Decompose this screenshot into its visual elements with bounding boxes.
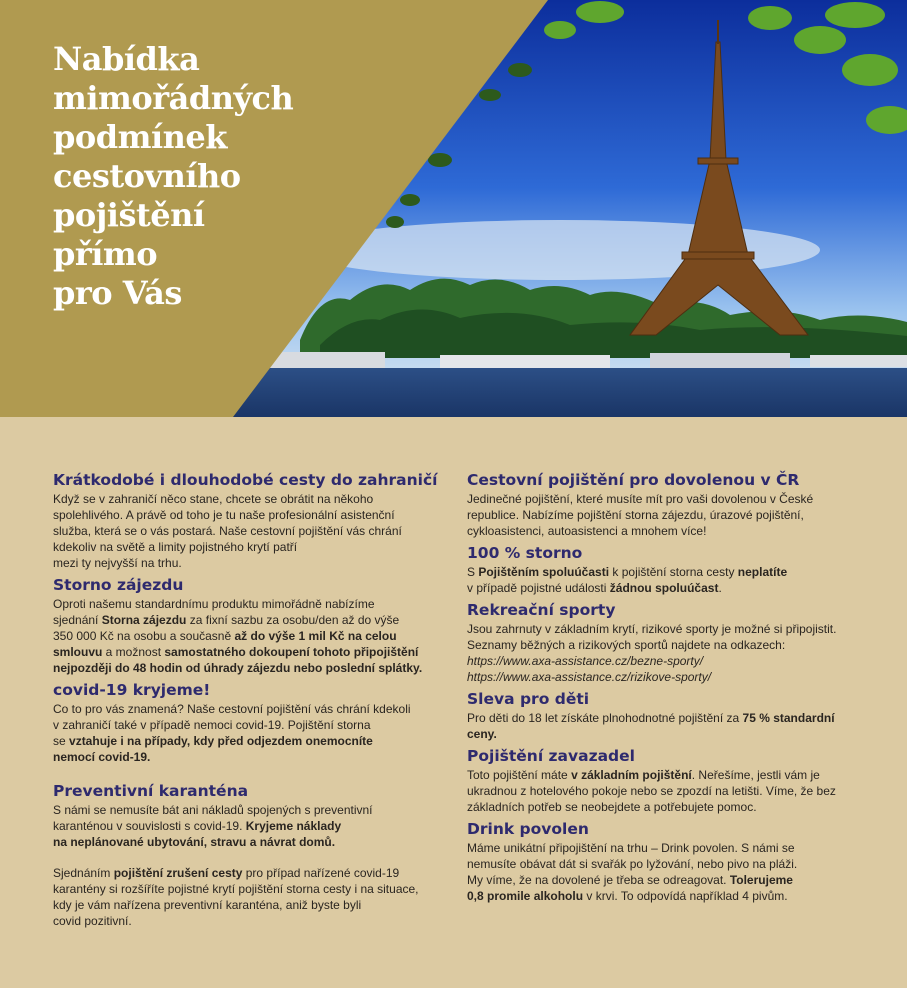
section-long-trips bbox=[53, 470, 443, 571]
section-covid bbox=[53, 680, 443, 765]
section-text: Co to pro vás znamená? Naše cestovní pojištění vás chrání kdekoli v zahraničí také v případě nemoci covid-19. Pojištění storna se vztahuje i na případy, kdy před odjezdem onemocníte nemocí covid-19. bbox=[53, 702, 411, 764]
section-heading: Pojištění zavazadel bbox=[467, 747, 635, 765]
section-full-storno bbox=[467, 543, 872, 596]
section-text: Toto pojištění máte v základním pojištění. Neřešíme, jestli vám je ukradnou z hotelového pokoje nebo se zpozdí na letišti. Víme, že bez základních potřeb se neobejdete a potřebujete pomoc. bbox=[467, 768, 836, 814]
section-text: Pro děti do 18 let získáte plnohodnotné pojištění za 75 % standardní ceny. bbox=[467, 711, 835, 741]
section-text: Jsou zahrnuty v základním krytí, rizikové sporty je možné si připojistit. Seznamy běžných a rizikových sportů najdete na odkazech: https://www.axa-assistance.cz/bezne-sporty/ https://www.axa-assistance.cz/rizikove-sporty/ bbox=[467, 621, 872, 685]
section-text: S Pojištěním spoluúčasti k pojištění storna cesty neplatíte v případě pojistné události žádnou spoluúčast. bbox=[467, 565, 788, 595]
section-storno bbox=[53, 575, 443, 676]
section-heading: Rekreační sporty bbox=[467, 601, 616, 619]
section-children-discount bbox=[467, 689, 872, 742]
section-drink bbox=[467, 819, 872, 904]
link-risky-sports[interactable]: https://www.axa-assistance.cz/rizikove-sporty/ bbox=[467, 670, 712, 684]
section-heading: Krátkodobé i dlouhodobé cesty do zahraničí bbox=[53, 471, 438, 489]
right-column bbox=[467, 470, 872, 908]
section-heading: Cestovní pojištění pro dovolenou v ČR bbox=[467, 471, 800, 489]
hero-banner bbox=[0, 0, 907, 417]
section-heading: 100 % storno bbox=[467, 544, 583, 562]
section-heading: covid-19 kryjeme! bbox=[53, 681, 211, 699]
section-text: Oproti našemu standardnímu produktu mimořádně nabízíme sjednání Storna zájezdu za fixní sazbu za osobu/den až do výše 350 000 Kč na osobu a současně až do výše 1 mil Kč na celou smlouvu a možnost samostatného dokoupení tohoto připojištění nejpozději do 48 hodin od úhrady zájezdu nebo poslední splátky. bbox=[53, 597, 423, 675]
section-sports bbox=[467, 600, 872, 685]
section-text: Sjednáním pojištění zrušení cesty pro případ nařízené covid-19 karantény si rozšíříte pojistné krytí pojištění storna cesty i na situace, kdy je vám nařízena preventivní karanténa, aniž byste byli covid pozitivní. bbox=[53, 866, 419, 928]
section-text: Když se v zahraničí něco stane, chcete se obrátit na někoho spolehlivého. A právě od toho je tu naše profesionální asistenční služba, která se o vás postará. Naše cestovní pojištění vás chrání kdekoliv na světě a limity pojistného krytí patří mezi ty nejvyšší na trhu. bbox=[53, 492, 402, 570]
section-heading: Storno zájezdu bbox=[53, 576, 184, 594]
left-column bbox=[53, 470, 443, 933]
section-heading: Sleva pro děti bbox=[467, 690, 590, 708]
section-text: Jedinečné pojištění, které musíte mít pro vaši dovolenou v České republice. Nabízíme pojištění storna zájezdu, úrazové pojištění, cykloasistenci, autoasistenci a mnohem více! bbox=[467, 492, 814, 538]
section-heading: Preventivní karanténa bbox=[53, 782, 249, 800]
hero-title: Nabídka mimořádných podmínek cestovního pojištění přímo pro Vás bbox=[53, 40, 294, 312]
link-common-sports[interactable]: https://www.axa-assistance.cz/bezne-sporty/ bbox=[467, 654, 704, 668]
section-luggage bbox=[467, 746, 872, 815]
section-domestic bbox=[467, 470, 872, 539]
section-quarantine bbox=[53, 781, 443, 929]
section-text: S námi se nemusíte bát ani nákladů spojených s preventivní karanténou v souvislosti s covid-19. Kryjeme náklady na neplánované ubytování, stravu a návrat domů. bbox=[53, 803, 373, 849]
section-heading: Drink povolen bbox=[467, 820, 589, 838]
section-text: Máme unikátní připojištění na trhu – Drink povolen. S námi se nemusíte obávat dát si svařák po lyžování, nebo pivo na pláži. My víme, že na dovolené je třeba se odreagovat. Tolerujeme 0,8 promile alkoholu v krvi. To odpovídá například 4 pivům. bbox=[467, 841, 798, 903]
